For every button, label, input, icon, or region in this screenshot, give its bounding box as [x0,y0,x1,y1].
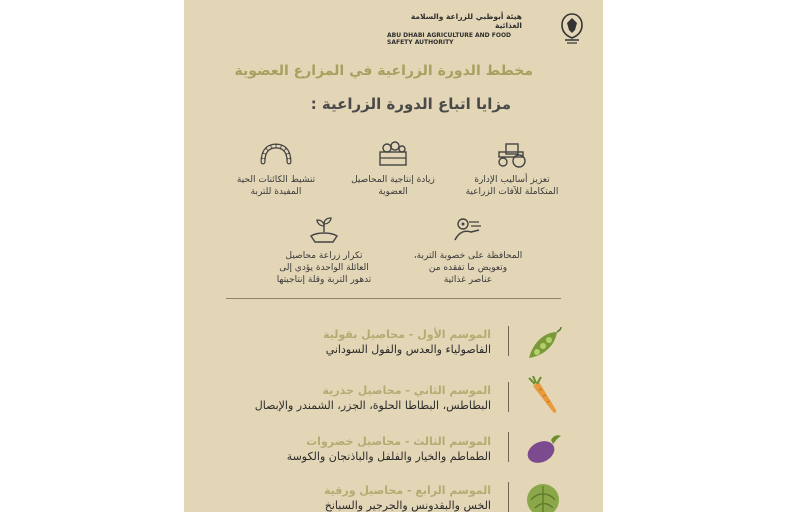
season-title: الموسم الثالث - محاصيل خضروات [306,435,491,448]
worm-icon [259,140,293,168]
peas-icon [523,326,563,366]
season-title: الموسم الأول - محاصيل بقولية [323,328,491,341]
org-name-arabic: هيئة أبوظبي للزراعة والسلامة الغذائية [410,12,522,30]
section-divider [226,298,561,299]
benefit-text-1: المحافظة على خصوبة التربة، [413,251,523,261]
benefit-text-1: تكرار زراعة محاصيل [285,251,363,261]
soil-hand-icon [451,216,485,244]
season-crops: الخس والبقدونس والجرجير والسبانخ [324,499,491,512]
benefit-text-3: عناصر غذائية [443,275,493,285]
tractor-icon [495,140,529,168]
benefit-text-2: المفيدة للتربة [250,187,302,197]
benefit-text-2: وتعويض ما تفقده من [428,263,508,273]
vegetable-crate-icon [376,140,410,168]
benefit-text-2: العضوية [378,187,408,197]
falcon-emblem-icon [559,12,585,46]
season-crops: الطماطم والخيار والفلفل والباذنجان والكوسة [286,450,491,463]
seedling-hand-icon [307,216,341,244]
org-name-english-1: ABU DHABI AGRICULTURE AND FOOD [387,32,512,39]
benefit-text-2: المتكاملة للآفات الزراعية [465,187,559,197]
season-row [191,327,491,357]
season-row [191,434,491,464]
benefit-text-1: تنشيط الكائنات الحية [236,175,316,185]
season-separator [508,382,509,412]
season-separator [508,432,509,462]
authority-logo [385,12,585,52]
benefit-text-2: العائلة الواحدة يؤدي إلى [279,263,369,273]
page-title: مخطط الدورة الزراعية في المزارع العضوية [234,63,533,79]
poster [184,0,603,512]
season-separator [508,482,509,512]
season-row [191,383,491,413]
cabbage-icon [523,478,563,512]
season-crops: البطاطس، البطاطا الحلوة، الجزر، الشمندر والإبصال [254,399,491,412]
eggplant-icon [523,428,563,468]
season-title: الموسم الرابع - محاصيل ورقية [324,484,491,497]
benefit-item [398,216,538,286]
season-title: الموسم الثاني - محاصيل جذرية [322,384,491,397]
org-name-english-2: SAFETY AUTHORITY [387,39,454,46]
benefit-item [442,140,582,198]
benefit-item [206,140,346,198]
benefit-text-1: زيادة إنتاجية المحاصيل [351,175,435,185]
benefits-heading: مزايا اتباع الدورة الزراعية : [310,95,511,113]
carrot-icon [523,376,563,416]
season-crops: الفاصولياء والعدس والفول السوداني [325,343,491,356]
season-separator [508,326,509,356]
benefit-text-3: تدهور التربة وقلة إنتاجيتها [276,275,372,285]
benefit-text-1: تعزيز أساليب الإدارة [474,175,550,185]
season-row [191,483,491,512]
benefit-item [254,216,394,286]
